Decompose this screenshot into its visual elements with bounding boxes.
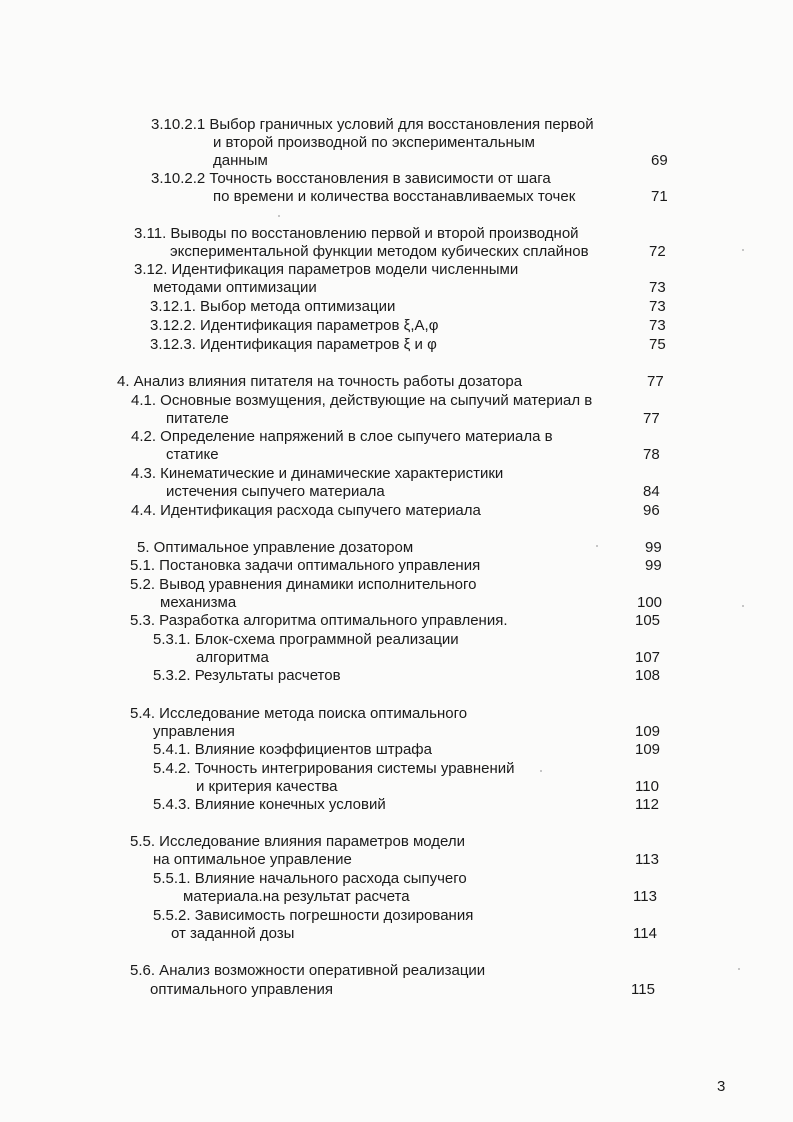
toc-line: статике: [166, 446, 219, 463]
toc-line: 4.3. Кинематические и динамические характеристики: [131, 465, 504, 482]
scan-speck: [742, 249, 744, 251]
toc-page-number: 115: [631, 981, 655, 998]
toc-page-number: 114: [633, 925, 657, 942]
toc-page-number: 73: [649, 317, 666, 334]
toc-page-number: 113: [635, 851, 659, 868]
toc-line: по времени и количества восстанавливаемых точек: [213, 188, 576, 205]
toc-page-number: 99: [645, 557, 662, 574]
toc-line: материала.на результат расчета: [183, 888, 410, 905]
toc-line: данным: [213, 152, 268, 169]
toc-line: алгоритма: [196, 649, 269, 666]
toc-line: 3.12. Идентификация параметров модели численными: [134, 261, 519, 278]
toc-line: оптимального управления: [150, 981, 334, 998]
toc-line: от заданной дозы: [171, 925, 295, 942]
toc-page-number: 99: [645, 539, 662, 556]
toc-page-number: 112: [635, 796, 659, 813]
toc-page-number: 73: [649, 298, 666, 315]
toc-page-number: 100: [637, 594, 663, 611]
toc-line: и второй производной по экспериментальным: [213, 134, 535, 151]
toc-line: 3.12.1. Выбор метода оптимизации: [150, 298, 396, 315]
toc-line: 5.4.3. Влияние конечных условий: [153, 796, 386, 813]
toc-line: питателе: [166, 410, 229, 427]
toc-line: 5.4.1. Влияние коэффициентов штрафа: [153, 741, 432, 758]
toc-line: 5.6. Анализ возможности оперативной реализации: [130, 962, 486, 979]
toc-line: 3.11. Выводы по восстановлению первой и второй производной: [134, 225, 579, 242]
toc-page-number: 72: [649, 243, 666, 260]
toc-line: экспериментальной функции методом кубических сплайнов: [170, 243, 589, 260]
toc-page-number: 77: [643, 410, 660, 427]
toc-line: управления: [153, 723, 235, 740]
toc-line: 4.4. Идентификация расхода сыпучего материала: [131, 502, 481, 519]
toc-page-number: 71: [651, 188, 668, 205]
toc-line: 3.10.2.2 Точность восстановления в зависимости от шага: [151, 170, 551, 187]
toc-page-number: 96: [643, 502, 660, 519]
toc-page-number: 105: [635, 612, 661, 629]
toc-line: 5.1. Постановка задачи оптимального управления: [130, 557, 481, 574]
toc-line: 5.3. Разработка алгоритма оптимального управления.: [130, 612, 508, 629]
toc-line: 5.3.1. Блок-схема программной реализации: [153, 631, 459, 648]
toc-line: 4. Анализ влияния питателя на точность работы дозатора: [117, 373, 523, 390]
toc-page-number: 108: [635, 667, 661, 684]
toc-line: на оптимальное управление: [153, 851, 352, 868]
scan-speck: [742, 605, 744, 607]
toc-line: 4.2. Определение напряжений в слое сыпучего материала в: [131, 428, 553, 445]
toc-page-number: 84: [643, 483, 660, 500]
toc-page-number: 113: [633, 888, 657, 905]
toc-line: и критерия качества: [196, 778, 338, 795]
toc-line: 5.3.2. Результаты расчетов: [153, 667, 341, 684]
toc-page-number: 77: [647, 373, 664, 390]
page-number: 3: [717, 1078, 726, 1095]
toc-page-number: 109: [635, 723, 661, 740]
toc-line: 5.5.1. Влияние начального расхода сыпучего: [153, 870, 467, 887]
toc-page-number: 107: [635, 649, 661, 666]
toc-page-number: 109: [635, 741, 661, 758]
toc-line: 3.10.2.1 Выбор граничных условий для восстановления первой: [151, 116, 594, 133]
toc-line: 5.2. Вывод уравнения динамики исполнительного: [130, 576, 477, 593]
toc-line: 5.5. Исследование влияния параметров модели: [130, 833, 466, 850]
toc-line: механизма: [160, 594, 237, 611]
toc-page-number: 73: [649, 279, 666, 296]
toc-page-number: 69: [651, 152, 668, 169]
scan-speck: [738, 968, 740, 970]
toc-line: 5. Оптимальное управление дозатором: [137, 539, 414, 556]
toc-line: 3.12.2. Идентификация параметров ξ,А,φ: [150, 317, 439, 334]
scan-speck: [596, 545, 598, 547]
toc-line: 3.12.3. Идентификация параметров ξ и φ: [150, 336, 437, 353]
toc-line: 5.4.2. Точность интегрирования системы уравнений: [153, 760, 515, 777]
toc-line: 5.4. Исследование метода поиска оптимального: [130, 705, 468, 722]
scan-speck: [540, 770, 542, 772]
toc-line: 5.5.2. Зависимость погрешности дозирования: [153, 907, 474, 924]
toc-page-number: 75: [649, 336, 666, 353]
toc-page-number: 110: [635, 778, 659, 795]
toc-page-number: 78: [643, 446, 660, 463]
scan-speck: [278, 215, 280, 217]
toc-line: 4.1. Основные возмущения, действующие на сыпучий материал в: [131, 392, 593, 409]
toc-line: истечения сыпучего материала: [166, 483, 385, 500]
toc-line: методами оптимизации: [153, 279, 317, 296]
